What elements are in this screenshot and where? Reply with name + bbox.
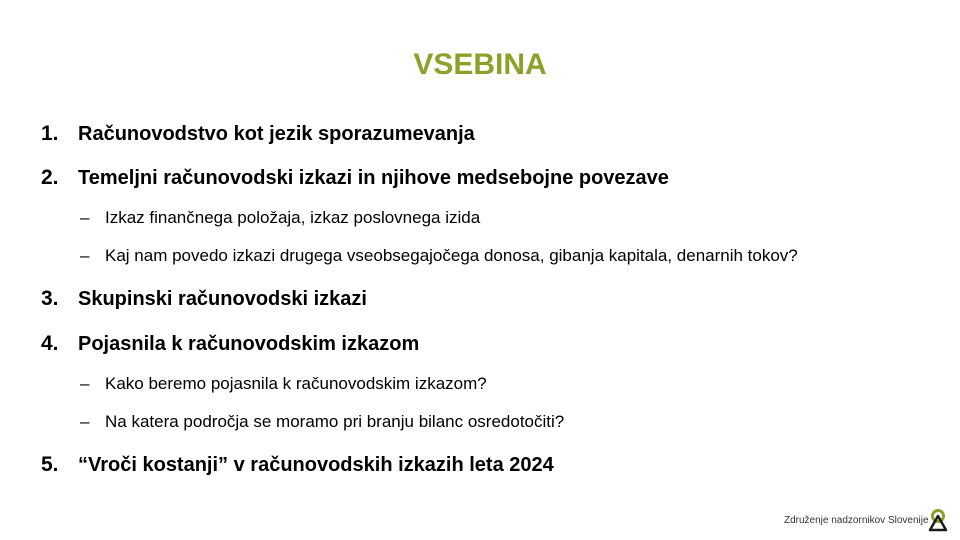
slide-title: VSEBINA	[413, 48, 547, 81]
subitem-text: Kako beremo pojasnila k računovodskim izkazom?	[105, 374, 487, 393]
agenda-item-number: 1.	[41, 122, 59, 145]
agenda-item-number: 2.	[41, 166, 59, 189]
subitem-dash: –	[80, 412, 90, 431]
agenda-item-text: Temeljni računovodski izkazi in njihove medsebojne povezave	[78, 167, 669, 189]
subitem-text: Izkaz finančnega položaja, izkaz poslovnega izida	[105, 208, 481, 227]
agenda-item-text: Računovodstvo kot jezik sporazumevanja	[78, 123, 475, 145]
agenda-item-number: 4.	[41, 332, 59, 355]
agenda-item-text: Pojasnila k računovodskim izkazom	[78, 333, 420, 355]
footer-organization: Združenje nadzornikov Slovenije	[784, 515, 929, 526]
agenda-item-text: “Vroči kostanji” v računovodskih izkazih leta 2024	[78, 454, 554, 476]
subitem-text: Kaj nam povedo izkazi drugega vseobsegajočega donosa, gibanja kapitala, denarnih tokov?	[105, 246, 798, 265]
subitem-text: Na katera področja se moramo pri branju bilanc osredotočiti?	[105, 412, 565, 431]
subitem-dash: –	[80, 208, 90, 227]
subitem-dash: –	[80, 374, 90, 393]
agenda-item-number: 3.	[41, 287, 59, 310]
agenda-item-text: Skupinski računovodski izkazi	[78, 288, 367, 310]
zns-logo-icon	[927, 508, 949, 532]
subitem-dash: –	[80, 246, 90, 265]
agenda-item-number: 5.	[41, 453, 59, 476]
